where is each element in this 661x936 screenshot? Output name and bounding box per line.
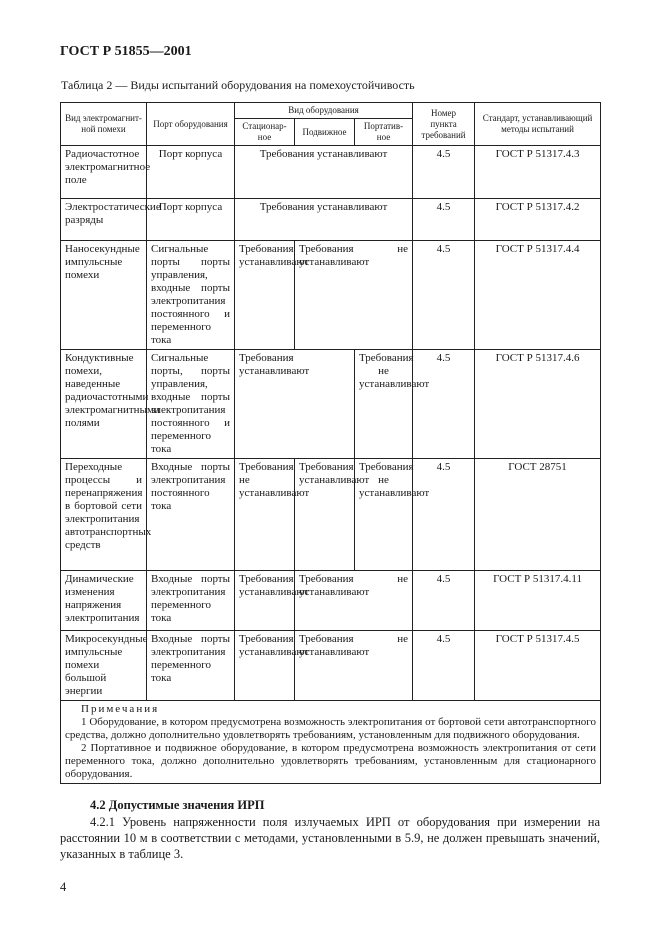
cell-standard: ГОСТ Р 51317.4.11 bbox=[475, 571, 601, 631]
cell-port: Сигнальные порты порты управления, входные порты электропитания постоянного и переменного тока bbox=[147, 241, 235, 350]
note-1: 1 Оборудование, в котором предусмотрена возможность электропитания от бортовой сети автотранспортного средства, должно дополнительно удовлетворять требованиям, установленным для подвижного оборудования. bbox=[65, 716, 597, 741]
table-row bbox=[61, 459, 601, 571]
section-title: 4.2 Допустимые значения ИРП bbox=[90, 798, 265, 812]
cell-type: Микросекундные импульсные помехи большой энергии bbox=[61, 631, 147, 701]
immunity-tests-table bbox=[60, 102, 601, 784]
table-row bbox=[61, 631, 601, 701]
header-mobile: Подвижное bbox=[295, 119, 355, 146]
header-standard: Стандарт, устанавливающий методы испытаний bbox=[475, 103, 601, 146]
table-row bbox=[61, 571, 601, 631]
cell-item: 4.5 bbox=[413, 241, 475, 350]
cell-port: Входные порты электропитания постоянного тока bbox=[147, 459, 235, 571]
cell-portable: Требования не устанавливают bbox=[355, 350, 413, 459]
cell-type: Кондуктивные помехи, наведенные радиочастотными электромагнитными полями bbox=[61, 350, 147, 459]
header-type: Вид электромагнит-ной помехи bbox=[61, 103, 147, 146]
table-row bbox=[61, 146, 601, 199]
note-2: 2 Портативное и подвижное оборудование, в котором предусмотрена возможность электропитания от сети переменного тока, должно дополнительно удовлетворять требованиям, установленным для стационарного оборудования. bbox=[65, 742, 597, 780]
cell-item: 4.5 bbox=[413, 350, 475, 459]
cell-port: Порт корпуса bbox=[147, 146, 235, 199]
cell-portable: Требования не устанавливают bbox=[355, 459, 413, 571]
cell-port: Сигнальные порты, порты управления, входные порты электропитания постоянного и переменного тока bbox=[147, 350, 235, 459]
cell-mobile-portable: Требования не устанавливают bbox=[295, 241, 413, 350]
table-row bbox=[61, 199, 601, 241]
cell-stationary-mobile: Требования устанавливают bbox=[235, 350, 355, 459]
cell-mobile-portable: Требования не устанавливают bbox=[295, 571, 413, 631]
notes-cell bbox=[61, 701, 601, 784]
page-number: 4 bbox=[60, 880, 67, 894]
cell-item: 4.5 bbox=[413, 146, 475, 199]
header-stationary: Стационар-ное bbox=[235, 119, 295, 146]
cell-standard: ГОСТ Р 51317.4.4 bbox=[475, 241, 601, 350]
cell-standard: ГОСТ Р 51317.4.6 bbox=[475, 350, 601, 459]
document-header: ГОСТ Р 51855—2001 bbox=[60, 44, 192, 59]
cell-standard: ГОСТ Р 51317.4.3 bbox=[475, 146, 601, 199]
header-port: Порт оборудования bbox=[147, 103, 235, 146]
header-equipment: Вид оборудования bbox=[235, 103, 413, 119]
cell-item: 4.5 bbox=[413, 571, 475, 631]
cell-type: Радиочастотное электромагнитное поле bbox=[61, 146, 147, 199]
cell-stationary: Требования не устанавливают bbox=[235, 459, 295, 571]
cell-type: Переходные процессы и перенапряжения в бортовой сети электропитания автотранспортных средств bbox=[61, 459, 147, 571]
table-caption: Таблица 2 — Виды испытаний оборудования на помехоустойчивость bbox=[61, 78, 415, 92]
cell-stationary: Требования устанавливают bbox=[235, 631, 295, 701]
header-item: Номер пункта требований bbox=[413, 103, 475, 146]
cell-standard: ГОСТ Р 51317.4.5 bbox=[475, 631, 601, 701]
cell-item: 4.5 bbox=[413, 199, 475, 241]
cell-standard: ГОСТ 28751 bbox=[475, 459, 601, 571]
cell-port: Входные порты электропитания переменного тока bbox=[147, 631, 235, 701]
notes-row bbox=[61, 701, 601, 784]
cell-stationary: Требования устанавливают bbox=[235, 571, 295, 631]
cell-item: 4.5 bbox=[413, 459, 475, 571]
cell-port: Порт корпуса bbox=[147, 199, 235, 241]
cell-stationary: Требования устанавливают bbox=[235, 241, 295, 350]
cell-type: Наносекундные импульсные помехи bbox=[61, 241, 147, 350]
cell-item: 4.5 bbox=[413, 631, 475, 701]
cell-requirements: Требования устанавливают bbox=[235, 199, 413, 241]
section-paragraph: 4.2.1 Уровень напряженности поля излучаемых ИРП от оборудования при измерении на расстоянии 10 м в соответствии с методами, установленными в 5.9, не должен превышать значений, указанных в таблице 3. bbox=[60, 815, 600, 861]
notes-title: Примечания bbox=[81, 703, 160, 715]
cell-mobile: Требования устанавливают bbox=[295, 459, 355, 571]
cell-standard: ГОСТ Р 51317.4.2 bbox=[475, 199, 601, 241]
cell-type: Динамические изменения напряжения электропитания bbox=[61, 571, 147, 631]
table-row bbox=[61, 350, 601, 459]
header-portable: Портатив-ное bbox=[355, 119, 413, 146]
cell-type: Электростатические разряды bbox=[61, 199, 147, 241]
cell-port: Входные порты электропитания переменного тока bbox=[147, 571, 235, 631]
table-row bbox=[61, 241, 601, 350]
cell-requirements: Требования устанавливают bbox=[235, 146, 413, 199]
cell-mobile-portable: Требования не устанавливают bbox=[295, 631, 413, 701]
